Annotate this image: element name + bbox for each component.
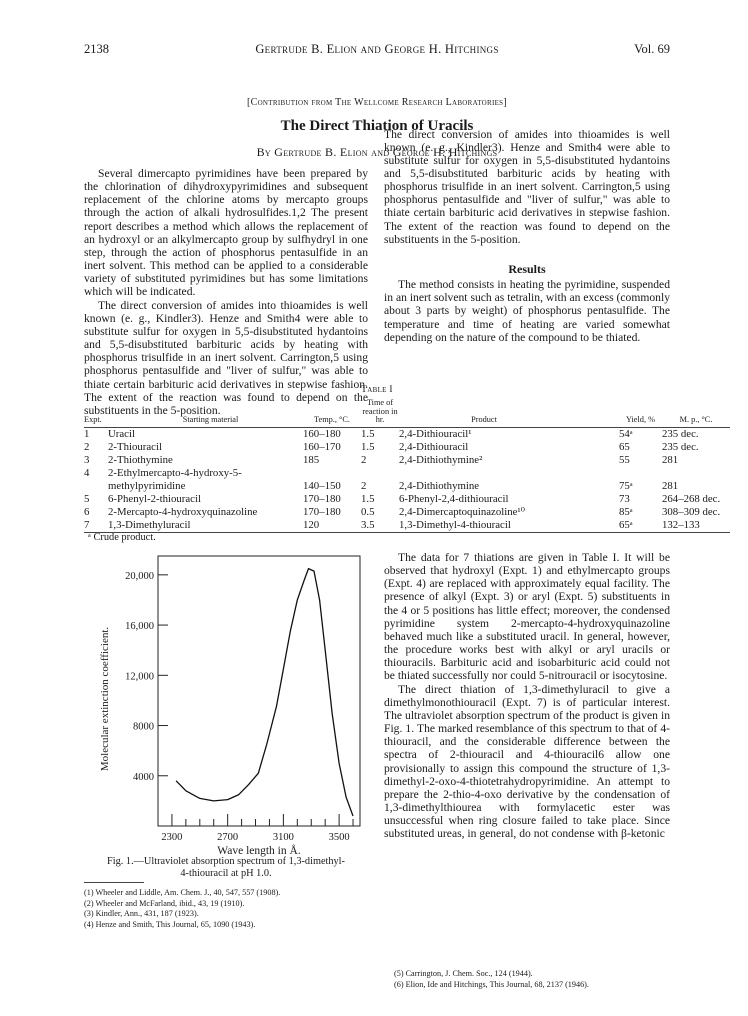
cell-starting-material: 2-Mercapto-4-hydroxyquinazoline bbox=[108, 505, 258, 518]
cell-mp: 281 bbox=[662, 479, 679, 492]
cell-yield: 73 bbox=[619, 492, 630, 505]
results-heading: Results bbox=[508, 262, 546, 276]
cell-temp: 185 bbox=[303, 453, 320, 466]
intro-paragraph-2-tail: The direct conversion of amides into thioamides is well known (e. g., Kindler3). Henze and Smith4 were able to substitute sulfur for oxygen in 5,5-disubstituted hydantoins and 5,5-disubstituted barbituric acids by heating with phosphorus trisulfide in an inert solvent. Carrington,5 using phosphorus pentasulfide and "liver of sulfur," was able to thiate certain barbituric acid derivatives in stepwise fashion. The extent of the reaction was found to depend on the substituents in the 5-position. bbox=[384, 127, 670, 246]
header-product: Product bbox=[399, 399, 619, 427]
reference-2: (2) Wheeler and McFarland, ibid., 43, 19 (1910). bbox=[84, 898, 245, 908]
header-temp: Temp., °C. bbox=[303, 399, 361, 427]
cell-expt bbox=[84, 480, 108, 493]
cell-yield: 65 bbox=[619, 440, 630, 453]
volume-label: Vol. 69 bbox=[634, 42, 670, 56]
results-paragraph-2: The data for 7 thiations are given in Table I. It will be observed that hydroxyl (Expt. 1) and ethylmercapto groups (Expt. 4) are replaced with approximately equal facility. The presence of alkyl (Expt. 3) or aryl (Expt. 5) substituents in the 4 or 5 positions has little effect; moreover, the condensed pyrimidine system 2-mercapto-4-hydroxyquinazoline behaved much like a substituted uracil. In general, however, the procedure works best with alkyl or aryl uracils or thiouracils. Barbituric acid and isobarbituric acid could not be thiated successfully nor could 5-nitrouracil or isocytosine. bbox=[384, 551, 670, 683]
cell-yield: 65ᵃ bbox=[619, 519, 662, 533]
cell-expt: 5 bbox=[84, 492, 90, 505]
cell-expt: 1 bbox=[84, 427, 90, 440]
header-yield: Yield, % bbox=[619, 399, 662, 427]
contribution-line: [Contribution from The Wellcome Research Laboratories] bbox=[246, 97, 508, 108]
cell-expt: 3 bbox=[84, 453, 90, 466]
cell-mp: 235 dec. bbox=[662, 427, 699, 440]
intro-paragraph-1: Several dimercapto pyrimidines have been prepared by the chlorination of dihydroxypyrimidines and subsequent replacement of the chlorine atoms by mercapto groups through the action of alkali hydrosulfides.1,2 The present report describes a method which allows the replacement of an hydroxyl or an alkylmercapto group by sulfhydryl in one step, through the action of phosphorus pentasulfide in an inert solvent. This method can be applied to a considerable variety of substituted pyrimidines but has some limitations which will be indicated. bbox=[84, 167, 368, 299]
reference-3: (3) Kindler, Ann., 431, 187 (1923). bbox=[84, 909, 199, 918]
cell-mp: 281 bbox=[662, 453, 679, 466]
cell-product: 2,4-Dithiothymine² bbox=[399, 453, 483, 466]
cell-temp: 160–180 bbox=[303, 427, 341, 440]
table-title: Table I bbox=[361, 385, 393, 395]
cell-product: 6-Phenyl-2,4-dithiouracil bbox=[399, 492, 509, 505]
cell-mp: 264–268 dec. bbox=[662, 492, 721, 505]
table-row bbox=[84, 441, 730, 454]
right-column-top bbox=[384, 127, 670, 344]
reference-1: (1) Wheeler and Liddle, Am. Chem. J., 40, 547, 557 (1908). bbox=[84, 888, 281, 897]
y-tick-label: 8000 bbox=[133, 721, 154, 733]
reference-4: (4) Henze and Smith, This Journal, 65, 1090 (1943). bbox=[84, 919, 256, 929]
intro-paragraph-2-continued bbox=[384, 127, 670, 259]
cell-time: 1.5 bbox=[361, 427, 375, 440]
cell-starting-material: 1,3-Dimethyluracil bbox=[108, 519, 303, 533]
y-tick-label: 12,000 bbox=[125, 671, 154, 683]
cell-expt: 6 bbox=[84, 505, 90, 518]
running-head bbox=[84, 42, 670, 58]
header-mp: M. p., °C. bbox=[662, 399, 730, 427]
cell-starting-material: 2-Ethylmercapto-4-hydroxy-5- bbox=[108, 466, 242, 479]
cell-starting-material: Uracil bbox=[108, 427, 135, 440]
byline: By Gertrude B. Elion and George H. Hitchings bbox=[256, 145, 498, 159]
article-title: The Direct Thiation of Uracils bbox=[280, 118, 474, 134]
running-authors: Gertrude B. Elion and George H. Hitchings bbox=[255, 42, 499, 56]
cell-expt: 2 bbox=[84, 440, 90, 453]
table-row bbox=[84, 427, 730, 441]
y-tick-label: 20,000 bbox=[125, 570, 154, 582]
cell-time: 1.5 bbox=[361, 440, 375, 453]
cell-yield bbox=[619, 467, 662, 480]
y-tick-label: 4000 bbox=[133, 771, 154, 783]
cell-starting-material: 2-Thiothymine bbox=[108, 453, 173, 466]
table-footnote: ᵃ Crude product. bbox=[88, 532, 156, 543]
cell-time: 2 bbox=[361, 453, 367, 466]
cell-yield: 54ᵃ bbox=[619, 427, 633, 440]
cell-yield: 75ᵃ bbox=[619, 479, 633, 492]
reference-6: (6) Elion, Ide and Hitchings, This Journal, 68, 2137 (1946). bbox=[394, 979, 589, 989]
cell-product: 2,4-Dithiouracil bbox=[399, 440, 469, 453]
cell-temp: 140–150 bbox=[303, 479, 341, 492]
cell-time: 2 bbox=[361, 479, 367, 492]
y-axis-label: Molecular extinction coefficient. bbox=[99, 626, 111, 772]
x-axis-label: Wave length in Å. bbox=[217, 845, 301, 857]
cell-time: 0.5 bbox=[361, 505, 375, 518]
cell-product: 2,4-Dimercaptoquinazoline¹⁰ bbox=[399, 505, 525, 518]
cell-expt: 4 bbox=[84, 466, 90, 479]
cell-starting-material: methylpyrimidine bbox=[108, 479, 186, 492]
table-header-row bbox=[84, 399, 730, 427]
figure-caption bbox=[78, 856, 374, 880]
x-tick-label: 3500 bbox=[328, 832, 350, 843]
cell-temp: 160–170 bbox=[303, 440, 341, 453]
x-tick-label: 2300 bbox=[161, 832, 183, 843]
cell-product: 2,4-Dithiouracil¹ bbox=[399, 427, 472, 440]
references-rule bbox=[84, 882, 144, 883]
page-number: 2138 bbox=[84, 42, 109, 56]
results-paragraph-1: The method consists in heating the pyrimidine, suspended in an inert solvent such as tetralin, with an excess (commonly about 3 parts by weight) of phosphorus pentasulfide. The temperature and time of heating are varied somewhat depending on the nature of the compound to be thiated. bbox=[384, 278, 670, 344]
cell-starting-material: 2-Thiouracil bbox=[108, 440, 162, 453]
cell-temp: 170–180 bbox=[303, 492, 341, 505]
absorption-chart bbox=[84, 548, 368, 883]
cell-starting-material: 6-Phenyl-2-thiouracil bbox=[108, 492, 201, 505]
table-row bbox=[84, 519, 730, 533]
cell-yield: 55 bbox=[619, 453, 630, 466]
data-table bbox=[84, 398, 721, 533]
cell-time bbox=[361, 467, 399, 480]
table-row bbox=[84, 454, 730, 467]
cell-expt: 7 bbox=[84, 519, 108, 533]
cell-time: 3.5 bbox=[361, 519, 399, 533]
header-starting-material: Starting material bbox=[108, 399, 303, 427]
cell-product: 1,3-Dimethyl-4-thiouracil bbox=[399, 519, 619, 533]
header-expt: Expt. bbox=[84, 399, 108, 427]
intro-paragraph-2: The direct conversion of amides into thioamides is well known (e. g., Kindler3). Henze and Smith4 were able to substitute sulfur for oxygen in 5,5-disubstituted hydantoins and 5,5-disubstituted barbituric acids by heating with phosphorus trisulfide in an inert solvent. Carrington,5 using phosphorus pentasulfide and "liver of sulfur," was able to thiate certain barbituric acid derivatives in stepwise fashion. The extent of the reaction was found to depend on the substituents in the 5-position. bbox=[84, 298, 368, 417]
cell-time: 1.5 bbox=[361, 492, 375, 505]
x-tick-label: 3100 bbox=[272, 832, 294, 843]
table-row bbox=[84, 506, 730, 519]
cell-mp: 308–309 dec. bbox=[662, 505, 721, 518]
left-column-intro bbox=[84, 167, 368, 417]
table-row bbox=[84, 480, 730, 493]
header-time: Time of reaction in hr. bbox=[361, 399, 399, 427]
cell-mp bbox=[662, 467, 730, 480]
cell-product: 2,4-Dithiothymine bbox=[399, 479, 480, 492]
x-tick-label: 2700 bbox=[217, 832, 239, 843]
y-tick-label: 16,000 bbox=[125, 621, 154, 633]
cell-yield: 85ᵃ bbox=[619, 505, 633, 518]
figure-caption-line-2: 4-thiouracil at pH 1.0. bbox=[180, 868, 272, 879]
cell-mp: 235 dec. bbox=[662, 440, 699, 453]
results-paragraph-3: The direct thiation of 1,3-dimethyluracil to give a dimethylmonothiouracil (Expt. 7) is of particular interest. The ultraviolet absorption spectrum of the product is given in Fig. 1. The marked resemblance of this spectrum to that of 4-thiouracil, and the considerable difference between the spectra of 2-thiouracil and 4-thiouracil6 allow one provisionally to assign this compound the structure of 1,3-dimethyl-2-oxo-4-thiotetrahydropyrimidine. An attempt to prepare the 2-thio-4-oxo derivative by the condensation of 1,3-dimethylthiourea with formylacetic ester was unsuccessful when ring closure failed to take place. Since substituted ureas, in general, do not condense with β-ketonic bbox=[384, 682, 670, 841]
right-column-bottom bbox=[384, 551, 670, 840]
reference-5: (5) Carrington, J. Chem. Soc., 124 (1944). bbox=[394, 969, 533, 978]
cell-temp: 170–180 bbox=[303, 505, 341, 518]
cell-product bbox=[399, 467, 619, 480]
references-left bbox=[84, 888, 374, 930]
cell-temp: 120 bbox=[303, 519, 361, 533]
table-row bbox=[84, 467, 730, 480]
references-right bbox=[394, 969, 674, 990]
cell-temp bbox=[303, 467, 361, 480]
absorption-curve bbox=[176, 569, 353, 816]
figure-caption-line-1: Fig. 1.—Ultraviolet absorption spectrum of 1,3-dimethyl- bbox=[107, 856, 345, 867]
cell-mp: 132–133 bbox=[662, 519, 730, 533]
table-row bbox=[84, 493, 730, 506]
absorption-figure bbox=[84, 548, 368, 883]
